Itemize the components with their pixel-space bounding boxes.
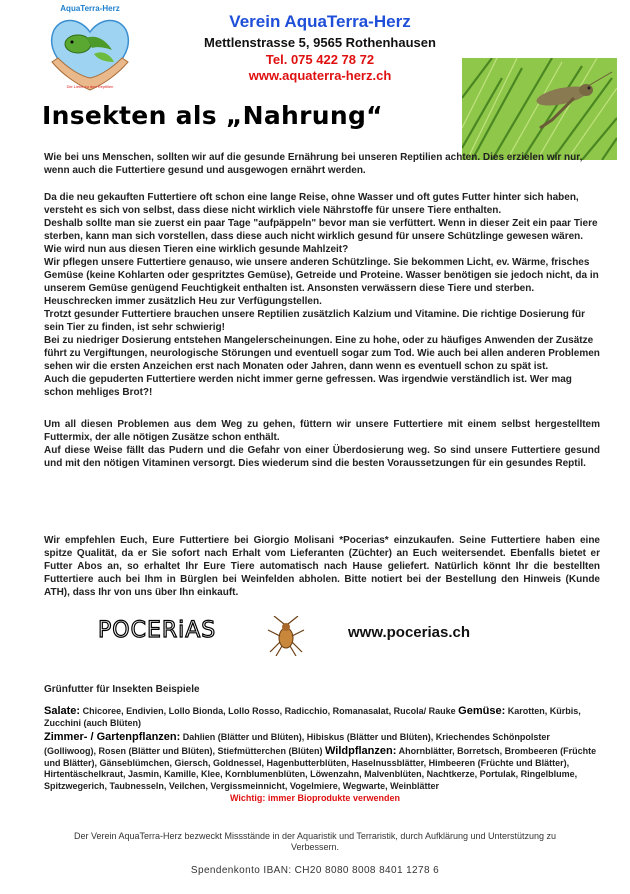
footer-statement: Der Verein AquaTerra-Herz bezweckt Missstände in der Aquaristik und Terraristik, durch Aufklärung und Unterstützung zu Verbessern. [73,831,557,853]
paragraph-dosage: Bei zu niedriger Dosierung entstehen Mangelerscheinungen. Eine zu hohe, oder zu häufiges Anwenden der Zusätze führt zu Vergiftungen, neurologische Störungen und eventuell sogar zum Tod. Wie auch bei allen anderen Problemen sehen wir die ersten Anzeichen erst nach Monaten oder Jahren, dann wenn es eventuell schon zu spät ist. [44,335,600,372]
pocerias-logo: POCERiAS [98,618,217,643]
logo-title: AquaTerra-Herz [60,4,120,13]
club-name: Verein AquaTerra-Herz [229,12,411,31]
paragraph-futtermix: Um all diesen Problemen aus dem Weg zu gehen, füttern wir unsere Futtertiere mit einem selbst hergestelltem Futtermix, der alle nötigen Zusätze schon enthält. [44,419,600,443]
wild-plants-label: Wildpflanzen: [325,744,397,757]
recommendation-paragraph: Wir empfehlen Euch, Eure Futtertiere bei Giorgio Molisani *Pocerias* einzukaufen. Seine Futtertiere haben eine spitze Qualität, da er Sie sofort nach Erhalt vom Lieferanten (Züchter) an Euch weitersendet. Ebenfalls bietet er Futter Abos an, so erhaltet Ihr Eure Tiere automatisch nach Hause geliefert. Natürlich könnt Ihr die bestellten Futtertiere auch bei Ihm in Bürglen bei Weinfelden abholen. Bitte notiert bei der Bestellung den Hinweis (Kunde ATH), dass Ihr von uns über Ihn einkauft. [44,535,600,598]
paragraph-vitamins: Trotzt gesunder Futtertiere brauchen unsere Reptilien zusätzlich Kalzium und Vitamine. Die richtige Dosierung für sein Tier zu finden, ist sehr schwierig! [44,309,586,333]
club-logo [36,4,144,96]
organic-warning: Wichtig: immer Bioprodukte verwenden [230,793,400,803]
solution-text [44,418,600,470]
paragraph-travel: Da die neu gekauften Futtertiere oft schon eine lange Reise, ohne Wasser und oft gutes Futter hinter sich haben, versteht es sich von selbst, dass diese nicht wirklich viele Nährstoffe für unsere Tiere enthalten. [44,192,579,216]
club-address: Mettlenstrasse 5, 9565 Rothenhausen [204,35,436,50]
club-website-link[interactable]: www.aquaterra-herz.ch [248,68,392,83]
pocerias-website-link[interactable]: www.pocerias.ch [348,624,470,641]
garden-plants-text: Dahlien (Blätter und Blüten), Hibiskus (Blätter und Blüten), Kriechendes Schönpolster (Golliwoog), Rosen (Blätter und Blüten), Stiefmütterchen (Blüten) [44,731,550,756]
paragraph-question: Wie wird nun aus diesen Tieren eine wirklich gesunde Mahlzeit? [44,244,349,255]
club-phone: Tel. 075 422 78 72 [265,52,375,67]
page-title: Insekten als „Nahrung“ [42,101,383,130]
main-text [44,191,600,399]
grasshopper-image-icon [462,58,617,160]
paragraph-powder: Auch die gepuderten Futtertiere werden nicht immer gerne gefressen. Was irgendwie verständlich ist. Wer mag schon mehliges Brot?! [44,374,572,398]
salad-text: Chicoree, Endivien, Lollo Bionda, Lollo Rosso, Radicchio, Romanasalat, Rucola/ Rauke [80,706,459,716]
greenfood-title: Grünfutter für Insekten Beispiele [44,684,200,695]
donation-iban: Spendenkonto IBAN: CH20 8080 8008 8401 1278 6 [190,865,440,876]
grasshopper-photo [462,58,617,160]
paragraph-benefits: Auf diese Weise fällt das Pudern und die Gefahr von einer Überdosierung weg. So sind unsere Futtertiere gesund und mit den nötigen Vitaminen versorgt. Dies wiederum sind die besten Voraussetzungen für ein gesundes Reptil. [44,445,600,469]
heart-hands-logo-icon [36,4,144,96]
salad-label: Salate: [44,705,81,717]
logo-tagline: Die Liebe zu den Reptilien [66,84,114,89]
cricket-icon [264,616,308,656]
vegetable-text: Karotten, Kürbis, Zucchini (auch Blüten) [44,706,581,729]
wild-plants-text: Ahornblätter, Borretsch, Brombeeren (Früchte und Blätter), Gänseblümchen, Giersch, Goldnessel, Hagenbutterblüten, Haselnussblätter, Himbeeren (Früchte und Blätter), Hirtentäschelkraut, Jasmin, Kamille, Klee, Kornblumenblüten, Löwenzahn, Malvenblüten, Nachtkerze, Portulak, Ringelblume, Spitzwegerich, Taubnesseln, Veilchen, Vergissmeinnicht, Vogelmiere, Wegwarte, Weinblätter [44,745,597,791]
intro-paragraph: Wie bei uns Menschen, sollten wir auf die gesunde Ernährung bei unseren Reptilien achten. Dies erzielen wir nur, wenn auch die Futtertiere gesund und ausgewogen ernährt werden. [44,152,583,176]
paragraph-feed-up: Deshalb sollte man sie zuerst ein paar Tage "aufpäppeln" bevor man sie verfüttert. Wenn in dieser Zeit ein paar Tiere sterben, kann man sich vorstellen, dass diese auch nicht wirklich gesund für unsere Schützlinge gewesen wären. [44,218,598,242]
vegetable-label: Gemüse: [458,705,506,717]
garden-plants-label: Zimmer- / Gartenpflanzen: [44,730,181,743]
greenfood-list [44,704,600,792]
paragraph-care: Wir pflegen unsere Futtertiere genauso, wie unsere anderen Schützlinge. Sie bekommen Licht, ev. Wärme, frisches Gemüse (keine Kohlarten oder gespritztes Gemüse), Getreide und Proteine. Wasser benötigen sie jedoch nicht, da in unserem Gemüse genügend Feuchtigkeit enthalten ist. Ansonsten verwässern diese Tiere und sterben. Heuschrecken immer zusätzlich Heu zur Verfügungstellen. [44,257,599,307]
